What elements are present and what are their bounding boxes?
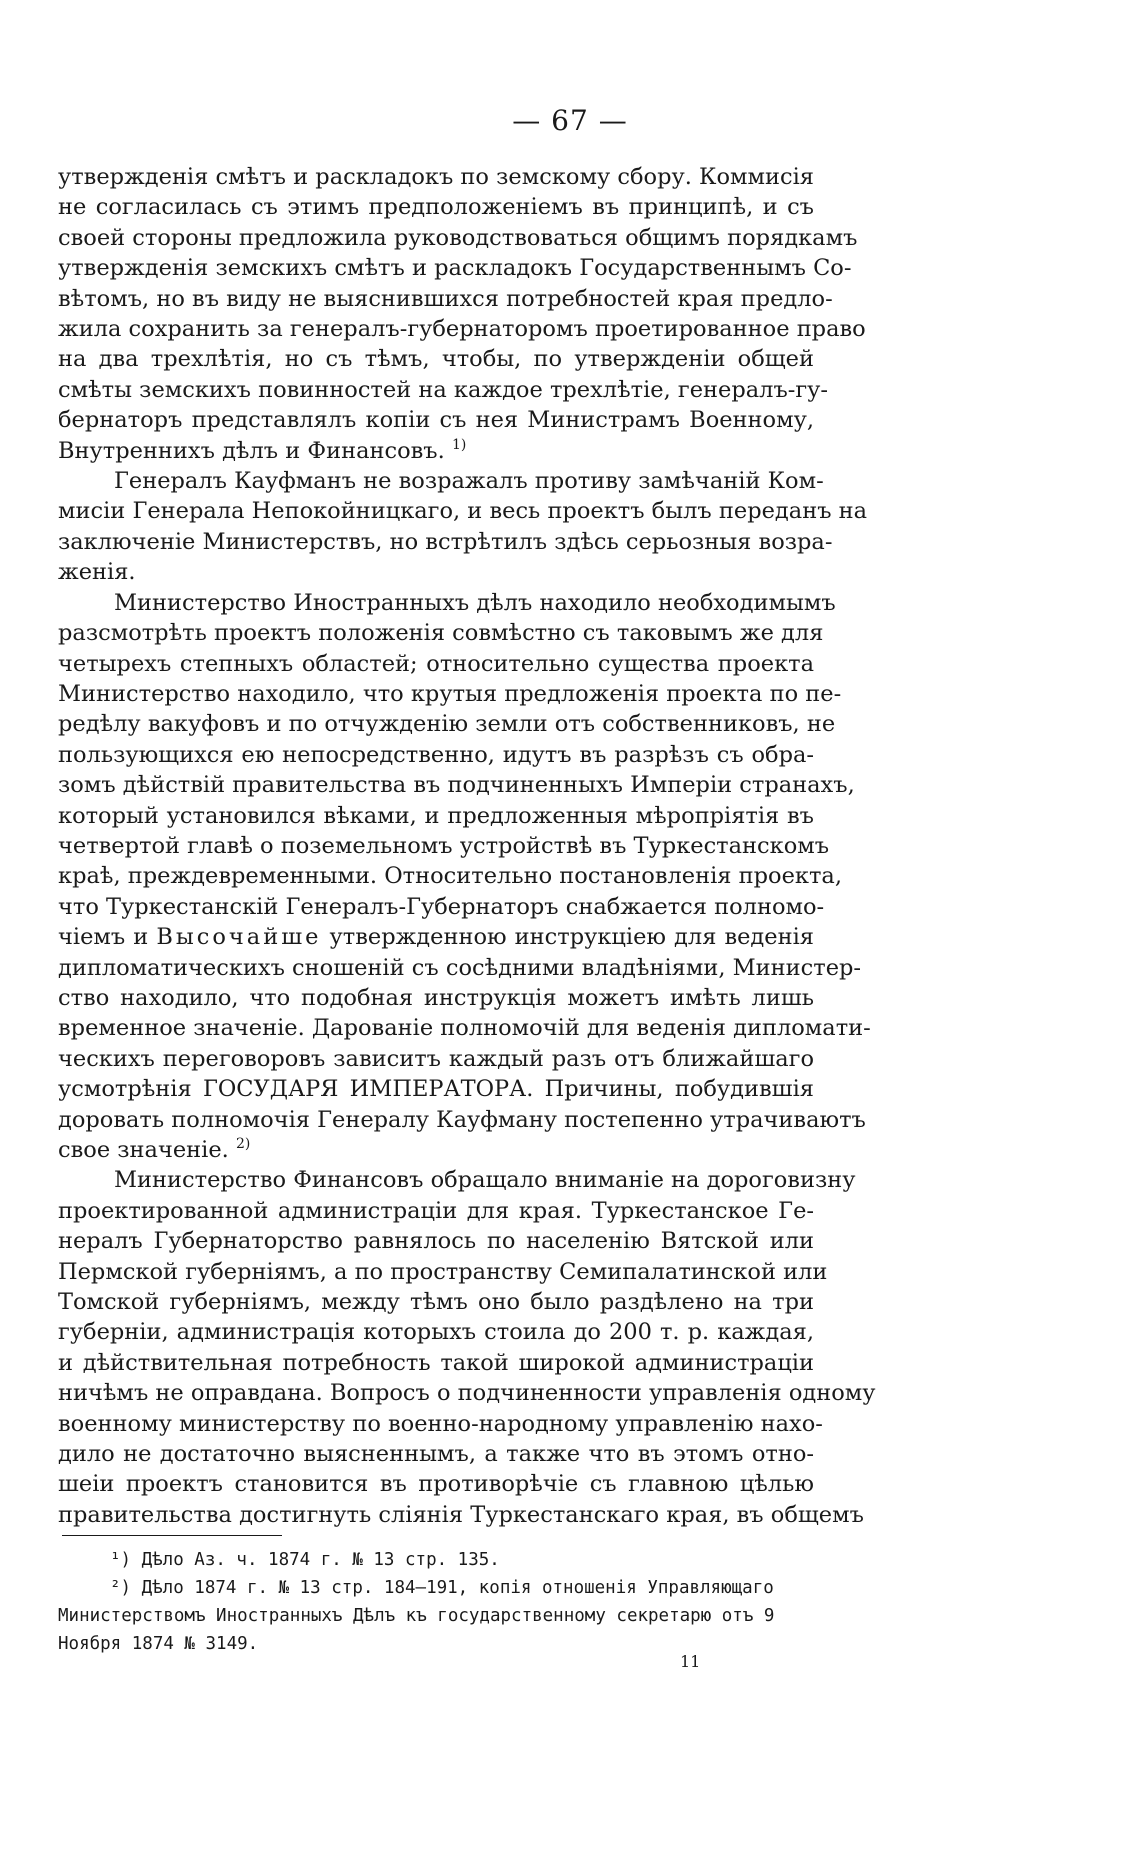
text-line: своей стороны предложила руководствоваться общимъ порядкамъ xyxy=(58,224,858,251)
footnote-2-line: Ноября 1874 № 3149. xyxy=(58,1634,259,1654)
text-line: временное значеніе. Дарованіе полномочій для веденія дипломати- xyxy=(58,1015,871,1042)
text-line: бернаторъ представлялъ копіи съ нея Министрамъ Военному, xyxy=(58,407,814,434)
text-fragment: утвержденною инструкціею для веденія xyxy=(321,924,814,951)
body-text xyxy=(58,162,876,1530)
text-line: доровать полномочія Генералу Кауфману постепенно утрачиваютъ xyxy=(58,1106,866,1133)
text-line: краѣ, преждевременными. Относительно постановленія проекта, xyxy=(58,863,842,890)
page-number: — 67 — xyxy=(512,104,628,137)
signature-mark: 11 xyxy=(680,1652,701,1671)
text-line: и дѣйствительная потребность такой широкой администраціи xyxy=(58,1349,814,1376)
text-line xyxy=(58,1135,814,1165)
text-line: губерніи, администрація которыхъ стоила до 200 т. р. каждая, xyxy=(58,1319,814,1346)
spaced-word: Высочайше xyxy=(156,924,322,951)
text-line: на два трехлѣтія, но съ тѣмъ, чтобы, по утвержденіи общей xyxy=(58,346,814,373)
text-line: Министерство находило, что крутыя предложенія проекта по пе- xyxy=(58,680,842,707)
text-line: четвертой главѣ о поземельномъ устройствѣ въ Туркестанскомъ xyxy=(58,832,830,859)
footnote-1: ¹) Дѣло Аз. ч. 1874 г. № 13 стр. 135. xyxy=(110,1550,500,1570)
text-line: заключеніе Министерствъ, но встрѣтилъ здѣсь серьозныя возра- xyxy=(58,528,833,555)
text-line xyxy=(58,436,814,466)
text-line: разсмотрѣть проектъ положенія совмѣстно съ таковымъ же для xyxy=(58,620,824,647)
text-line: ство находило, что подобная инструкція можетъ имѣть лишь xyxy=(58,984,814,1011)
text-line: Томской губерніямъ, между тѣмъ оно было раздѣлено на три xyxy=(58,1289,814,1316)
paragraph-3 xyxy=(58,588,871,1166)
footnote-ref-1: 1) xyxy=(451,436,467,453)
text-line: правительства достигнуть слiянія Туркестанскаго края, въ общемъ xyxy=(58,1501,864,1528)
text-line: мисіи Генерала Непокойницкаго, и весь проектъ былъ переданъ на xyxy=(58,498,868,525)
text-line: дипломатическихъ сношеній съ сосѣдними владѣніями, Министер- xyxy=(58,954,862,981)
paragraph-1 xyxy=(58,162,866,466)
text-line: усмотрѣнія ГОСУДАРЯ ИМПЕРАТОРА. Причины, побудившія xyxy=(58,1076,814,1103)
text-fragment: чіемъ и xyxy=(58,924,157,951)
text-line: не согласилась съ этимъ предположеніемъ въ принципѣ, и съ xyxy=(58,194,814,221)
text-fragment: Внутреннихъ дѣлъ и Финансовъ. xyxy=(58,437,445,464)
text-line: четырехъ степныхъ областей; относительно существа проекта xyxy=(58,650,814,677)
text-line: Министерство Иностранныхъ дѣлъ находило необходимымъ xyxy=(114,589,836,616)
text-line: шеіи проектъ становится въ противорѣчіе съ главною цѣлью xyxy=(58,1471,814,1498)
text-line: Генералъ Кауфманъ не возражалъ противу замѣчаній Ком- xyxy=(114,468,824,495)
text-line: пользующихся ею непосредственно, идутъ въ разрѣзъ съ обра- xyxy=(58,741,814,768)
text-line: утвержденія смѣтъ и раскладокъ по земскому сбору. Коммисія xyxy=(58,164,814,190)
text-line: который установился вѣками, и предложенныя мѣропріятія въ xyxy=(58,802,814,829)
text-line: дило не достаточно выясненнымъ, а также что въ этомъ отно- xyxy=(58,1441,814,1468)
text-line xyxy=(58,922,814,952)
footnote-2-line: Министерствомъ Иностранныхъ Дѣлъ къ государственному секретарю отъ 9 xyxy=(58,1606,775,1626)
text-line: смѣты земскихъ повинностей на каждое трехлѣтіе, генералъ-гу- xyxy=(58,376,828,403)
footnotes xyxy=(58,1546,814,1658)
paragraph-2 xyxy=(58,466,868,588)
footnote-2: ²) Дѣло 1874 г. № 13 стр. 184—191, копія отношенія Управляющаго xyxy=(110,1578,774,1598)
text-line: что Туркестанскій Генералъ-Губернаторъ снабжается полномо- xyxy=(58,893,825,920)
footnote-divider xyxy=(62,1535,282,1536)
text-line: редѣлу вакуфовъ и по отчужденію земли отъ собственниковъ, не xyxy=(58,711,836,738)
text-line: зомъ дѣйствій правительства въ подчиненныхъ Имперіи странахъ, xyxy=(58,772,855,799)
text-line: Пермской губерніямъ, а по пространству Семипалатинской или xyxy=(58,1258,828,1285)
text-line: военному министерству по военно-народному управленію нахо- xyxy=(58,1410,823,1437)
text-line: ничѣмъ не оправдана. Вопросъ о подчиненности управленія одному xyxy=(58,1380,876,1407)
paragraph-4 xyxy=(58,1165,876,1530)
text-line: жила сохранить за генералъ-губернаторомъ проетированное право xyxy=(58,316,866,343)
footnote-ref-2: 2) xyxy=(235,1136,251,1152)
text-line: вѣтомъ, но въ виду не выяснившихся потребностей края предло- xyxy=(58,285,833,312)
text-fragment: свое значеніе. xyxy=(58,1137,229,1163)
text-line: проектированной администраціи для края. Туркестанское Ге- xyxy=(58,1197,814,1224)
text-line: Министерство Финансовъ обращало вниманіе на дороговизну xyxy=(114,1167,856,1194)
text-line: нералъ Губернаторство равнялось по населенію Вятской или xyxy=(58,1228,814,1255)
text-line: утвержденія земскихъ смѣтъ и раскладокъ Государственнымъ Со- xyxy=(58,255,852,282)
text-line: женія. xyxy=(58,559,136,586)
text-line: ческихъ переговоровъ зависитъ каждый разъ отъ ближайшаго xyxy=(58,1045,814,1072)
